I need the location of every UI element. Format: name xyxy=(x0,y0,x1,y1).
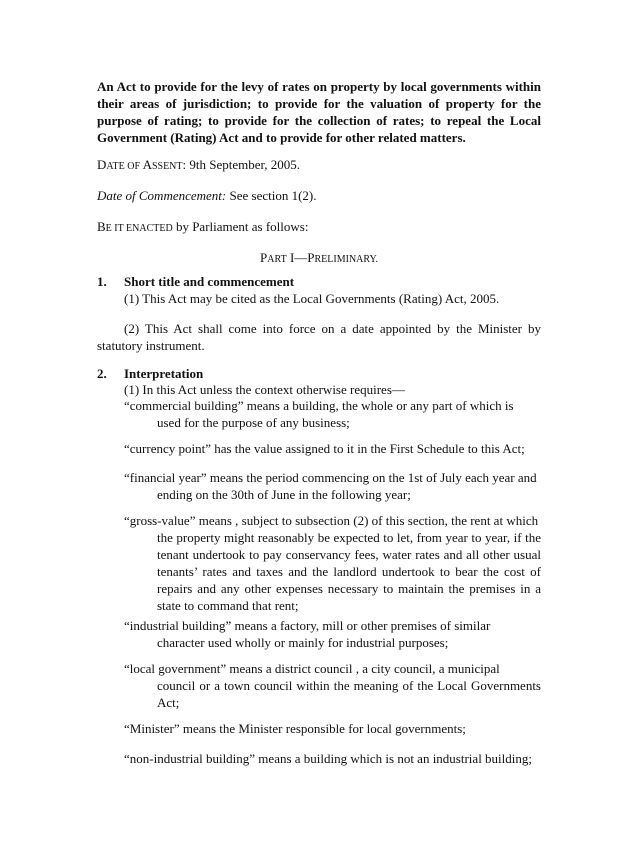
assent-label-cap1: D xyxy=(97,157,107,172)
definition-first-line: “local government” means a district council , a city council, a municipal xyxy=(124,661,500,676)
date-of-assent xyxy=(97,156,541,175)
section-1-sub-2: (2) This Act shall come into force on a date appointed by the Minister by statutory instrument. xyxy=(97,321,541,353)
part-cap2: P xyxy=(307,250,315,265)
enacting-rest: by Parliament as follows: xyxy=(172,219,309,234)
section-1-number: 1. xyxy=(97,274,107,289)
definition-gross-value xyxy=(124,512,541,614)
assent-label-small1: ATE OF xyxy=(106,161,141,172)
assent-label-cap2: A xyxy=(142,157,152,172)
section-1-heading: Short title and commencement xyxy=(124,274,295,289)
part-cap1: P xyxy=(260,250,268,265)
enacting-small: E IT ENACTED xyxy=(105,223,173,234)
definition-first-line: “commercial building” means a building, the whole or any part of which is xyxy=(124,398,514,413)
definition-first-line: “non-industrial building” means a building which is not an industrial building; xyxy=(124,751,533,766)
section-1-sub-1: (1) This Act may be cited as the Local Governments (Rating) Act, 2005. xyxy=(124,291,500,306)
definition-first-line: “gross-value” means , subject to subsection (2) of this section, the rent at which xyxy=(124,513,539,528)
assent-value: : 9th September, 2005. xyxy=(182,157,301,172)
definition-continuation: council or a town council within the meaning of the Local Governments Act; xyxy=(157,678,541,710)
part-heading xyxy=(97,249,541,268)
definition-first-line: “financial year” means the period commencing on the 1st of July each year and xyxy=(124,470,537,485)
definition-local-government xyxy=(124,660,541,711)
definition-currency-point xyxy=(124,440,541,457)
date-of-commencement xyxy=(97,187,541,204)
definition-continuation: character used wholly or mainly for industrial purposes; xyxy=(157,635,449,650)
commencement-label: Date of Commencement: xyxy=(97,188,227,203)
part-mid: I— xyxy=(286,250,308,265)
part-small2: RELIMINARY. xyxy=(314,254,378,265)
section-2-intro: (1) In this Act unless the context otherwise requires— xyxy=(124,382,405,397)
definition-continuation: used for the purpose of any business; xyxy=(157,415,350,430)
assent-label-small2: SSENT xyxy=(151,161,183,172)
definition-continuation: ending on the 30th of June in the following year; xyxy=(157,487,411,502)
commencement-value: See section 1(2). xyxy=(226,188,317,203)
definition-financial-year xyxy=(124,469,541,503)
part-small1: ART xyxy=(267,254,287,265)
enacting-clause xyxy=(97,218,541,237)
definition-minister xyxy=(124,720,541,737)
definition-non-industrial-building xyxy=(124,750,541,767)
definition-first-line: “currency point” has the value assigned to it in the First Schedule to this Act; xyxy=(124,441,525,456)
act-preamble: An Act to provide for the levy of rates on property by local governments within their areas of jurisdiction; to provide for the valuation of property for the purpose of rating; to provide for the collection of rates; to repeal the Local Government (Rating) Act and to provide for other related matters. xyxy=(97,79,541,145)
definition-first-line: “Minister” means the Minister responsible for local governments; xyxy=(124,721,466,736)
definition-continuation: the property might reasonably be expected to let, from year to year, if the tenant undertook to pay conservancy fees, water rates and all other usual tenants’ rates and taxes and the landlord undertook to bear the cost of repairs and any other expenses necessary to maintain the premises in a state to command that rent; xyxy=(157,530,541,613)
definition-industrial-building xyxy=(124,617,541,651)
definition-first-line: “industrial building” means a factory, mill or other premises of similar xyxy=(124,618,491,633)
enacting-cap: B xyxy=(97,219,106,234)
section-2-number: 2. xyxy=(97,366,107,381)
definition-commercial-building xyxy=(124,397,541,431)
section-2-heading: Interpretation xyxy=(124,366,204,381)
